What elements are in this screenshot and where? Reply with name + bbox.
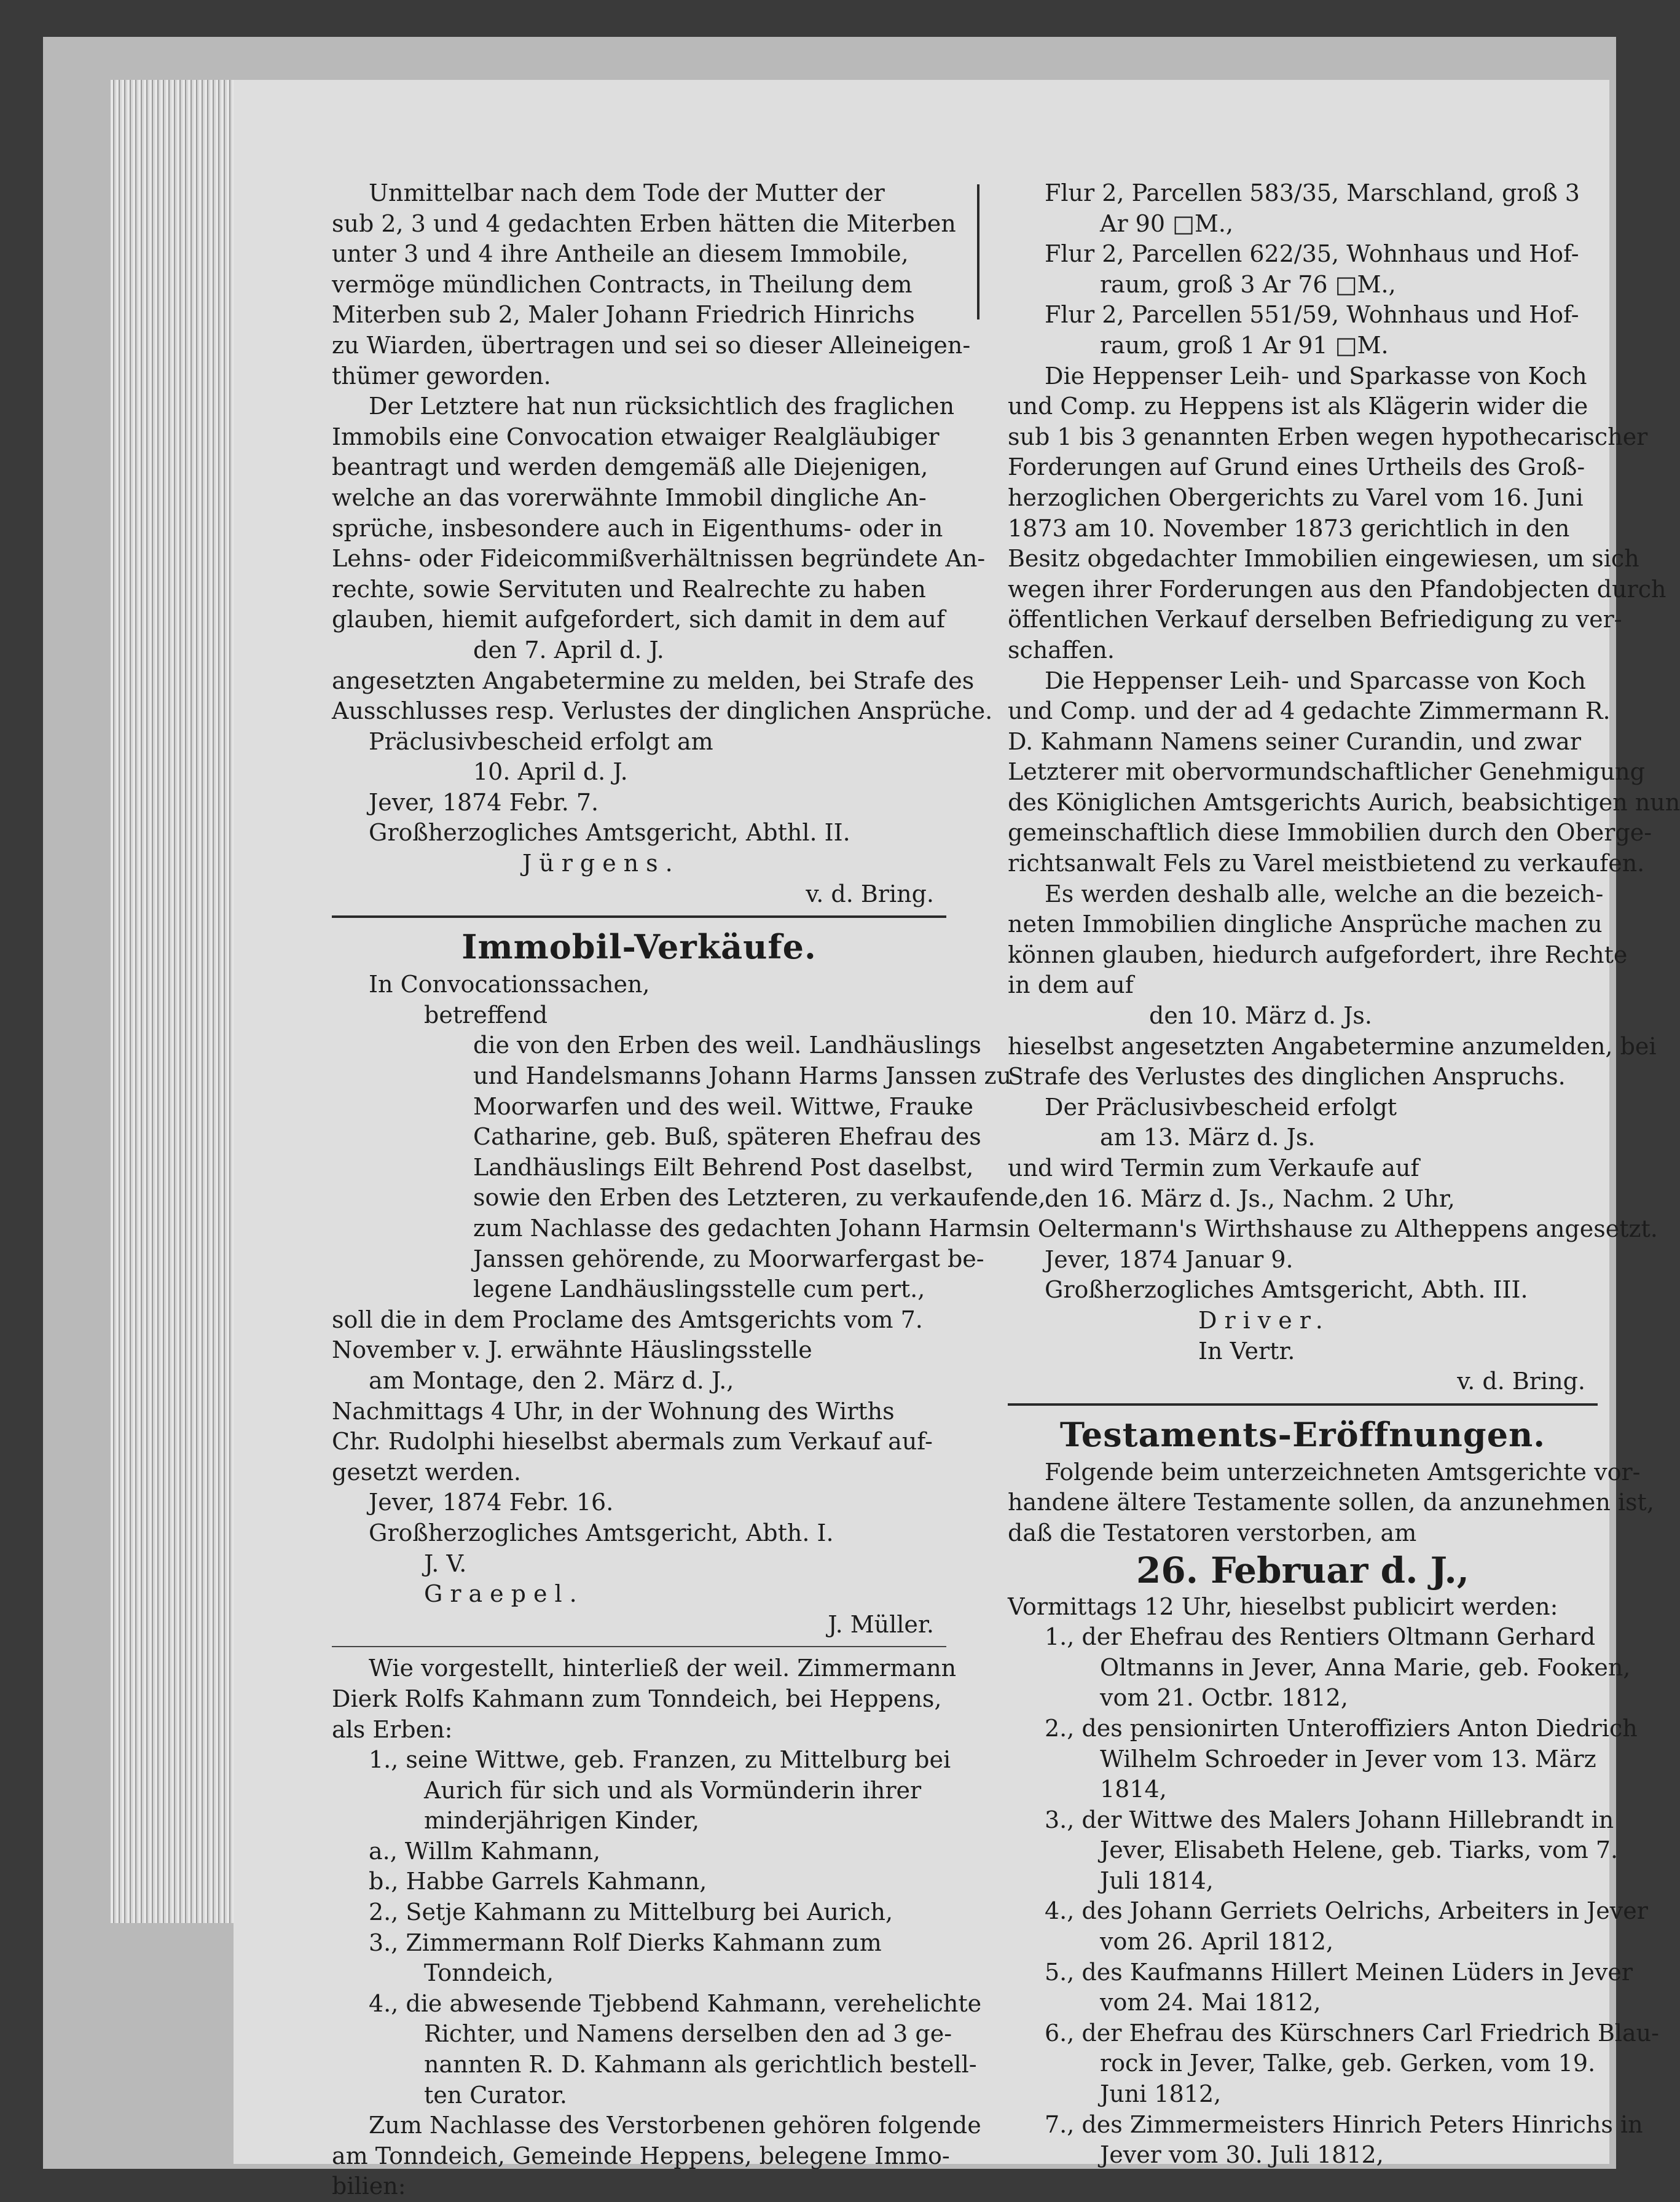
- list-item: 5., des Kaufmanns Hillert Meinen Lüders in Jever: [1045, 1958, 1633, 1986]
- text-line: Moorwarfen und des weil. Wittwe, Frauke: [473, 1092, 973, 1120]
- text-line: raum, groß 3 Ar 76 □M.,: [1100, 270, 1396, 298]
- text-line: gemeinschaftlich diese Immobilien durch den Oberge-: [1008, 819, 1652, 847]
- text-line: nannten R. D. Kahmann als gerichtlich bestell-: [424, 2051, 977, 2079]
- text-line: handene ältere Testamente sollen, da anzunehmen ist,: [1008, 1489, 1654, 1516]
- text-line: rock in Jever, Talke, geb. Gerken, vom 19.: [1100, 2050, 1596, 2077]
- notice-kahmann-heirs: [332, 1653, 982, 2202]
- notice-kahmann-continued: [1008, 178, 1680, 1397]
- text-line: Landhäuslings Eilt Behrend Post daselbst,: [473, 1153, 974, 1181]
- text-line: Oltmanns in Jever, Anna Marie, geb. Fooken,: [1100, 1653, 1631, 1681]
- text-line: Ar 90 □M.,: [1100, 210, 1234, 237]
- text-line: gesetzt werden.: [332, 1458, 521, 1486]
- text-line: Großherzogliches Amtsgericht, Abth. III.: [1045, 1276, 1528, 1304]
- column-divider: [977, 184, 979, 319]
- text-line: öffentlichen Verkauf derselben Befriedigung zu ver-: [1008, 606, 1622, 633]
- text-line: können glauben, hiedurch aufgefordert, ihre Rechte: [1008, 941, 1628, 968]
- section-heading: Testaments-Eröffnungen.: [1059, 1414, 1546, 1454]
- text-line: und Comp. und der ad 4 gedachte Zimmermann R.: [1008, 697, 1611, 725]
- text-line: angesetzten Angabetermine zu melden, bei Strafe des: [332, 667, 975, 694]
- text-line: Strafe des Verlustes des dinglichen Anspruchs.: [1008, 1063, 1566, 1091]
- text-line: Tonndeich,: [424, 1959, 554, 1987]
- text-line: Wilhelm Schroeder in Jever vom 13. März: [1100, 1745, 1596, 1773]
- text-line: Folgende beim unterzeichneten Amtsgerichte vor-: [1045, 1458, 1641, 1486]
- list-item: 3., der Wittwe des Malers Johann Hillebrandt in: [1045, 1806, 1614, 1833]
- notice-immobil-verkauf: [332, 970, 1046, 1640]
- text-line: glauben, hiemit aufgefordert, sich damit in dem auf: [332, 606, 946, 633]
- text-line: in Oeltermann's Wirthshause zu Altheppens angesetzt.: [1008, 1215, 1658, 1243]
- text-line: des Königlichen Amtsgerichts Aurich, beabsichtigen nun: [1008, 788, 1680, 816]
- list-item: 4., des Johann Gerriets Oelrichs, Arbeiters in Jever: [1045, 1897, 1648, 1925]
- text-line: Großherzogliches Amtsgericht, Abth. I.: [369, 1519, 834, 1546]
- text-line: thümer geworden.: [332, 362, 551, 390]
- text-line: sowie den Erben des Letzteren, zu verkaufende,: [473, 1184, 1046, 1212]
- list-item: 2., des pensionirten Unteroffiziers Anton Diedrich: [1045, 1714, 1638, 1742]
- text-line: herzoglichen Obergerichts zu Varel vom 16. Juni: [1008, 484, 1584, 511]
- text-line: Chr. Rudolphi hieselbst abermals zum Verkauf auf-: [332, 1428, 933, 1456]
- text-line: In Convocationssachen,: [369, 971, 650, 998]
- section-rule: [332, 1646, 946, 1647]
- text-line: Jever, Elisabeth Helene, geb. Tiarks, vom 7.: [1100, 1836, 1619, 1864]
- list-item: 2., Setje Kahmann zu Mittelburg bei Aurich,: [369, 1898, 893, 1926]
- text-line: sub 1 bis 3 genannten Erben wegen hypothecarischer: [1008, 423, 1648, 450]
- text-line: 1814,: [1100, 1776, 1167, 1803]
- text-line: sub 2, 3 und 4 gedachten Erben hätten die Miterben: [332, 210, 956, 237]
- text-line: welche an das vorerwähnte Immobil dingliche An-: [332, 484, 927, 511]
- signature-clerk: J. Müller.: [828, 1610, 934, 1638]
- text-line: unter 3 und 4 ihre Antheile an diesem Immobile,: [332, 240, 909, 268]
- list-item: a., Willm Kahmann,: [369, 1837, 601, 1865]
- text-line: Unmittelbar nach dem Tode der Mutter der: [369, 179, 885, 206]
- text-line: neten Immobilien dingliche Ansprüche machen zu: [1008, 911, 1603, 938]
- text-line: ten Curator.: [424, 2081, 567, 2109]
- text-line: D. Kahmann Namens seiner Curandin, und zwar: [1008, 727, 1582, 755]
- text-line: und Handelsmanns Johann Harms Janssen zu: [473, 1062, 1012, 1090]
- text-line: Jever, 1874 Febr. 7.: [369, 788, 599, 816]
- text-line: zu Wiarden, übertragen und sei so dieser Alleineigen-: [332, 331, 971, 359]
- text-line: November v. J. erwähnte Häuslingsstelle: [332, 1336, 812, 1364]
- list-item: 4., die abwesende Tjebbend Kahmann, verehelichte: [369, 1989, 982, 2017]
- text-line: Jever, 1874 Febr. 16.: [369, 1489, 614, 1516]
- text-line: sprüche, insbesondere auch in Eigenthums- oder in: [332, 514, 943, 542]
- text-line: am Tonndeich, Gemeinde Heppens, belegene Immo-: [332, 2142, 950, 2169]
- text-line: Immobils eine Convocation etwaiger Realgläubiger: [332, 423, 940, 450]
- text-line: am 13. März d. Js.: [1100, 1124, 1316, 1151]
- list-item: 1., seine Wittwe, geb. Franzen, zu Mittelburg bei: [369, 1746, 951, 1774]
- text-line: minderjährigen Kinder,: [424, 1807, 700, 1835]
- notice-testamente: [1008, 1457, 1659, 2171]
- text-line: Präclusivbescheid erfolgt am: [369, 727, 713, 755]
- text-line: und Comp. zu Heppens ist als Klägerin wider die: [1008, 393, 1588, 420]
- text-line: Janssen gehörende, zu Moorwarfergast be-: [473, 1245, 984, 1272]
- list-item: 6., der Ehefrau des Kürschners Carl Friedrich Blau-: [1045, 2019, 1659, 2047]
- text-line: Vormittags 12 Uhr, hieselbst publicirt werden:: [1008, 1593, 1558, 1620]
- text-line: Die Heppenser Leih- und Sparcasse von Koch: [1045, 667, 1586, 694]
- text-line: Es werden deshalb alle, welche an die bezeich-: [1045, 880, 1604, 907]
- list-item: 7., des Zimmermeisters Hinrich Peters Hinrichs in: [1045, 2110, 1643, 2138]
- text-line: Catharine, geb. Buß, späteren Ehefrau des: [473, 1123, 981, 1151]
- text-line: die von den Erben des weil. Landhäuslings: [473, 1032, 981, 1059]
- text-line: schaffen.: [1008, 636, 1115, 664]
- list-item: 3., Zimmermann Rolf Dierks Kahmann zum: [369, 1929, 882, 1956]
- text-line: Letzterer mit obervormundschaftlicher Genehmigung: [1008, 758, 1645, 786]
- signature-name: Graepel.: [424, 1580, 584, 1608]
- text-line: Zum Nachlasse des Verstorbenen gehören folgende: [369, 2112, 981, 2139]
- text-line: zum Nachlasse des gedachten Johann Harms: [473, 1215, 1008, 1242]
- book-page-edges: [111, 80, 246, 1923]
- signature-clerk: v. d. Bring.: [1457, 1368, 1585, 1395]
- signature-name: Driver.: [1198, 1306, 1330, 1334]
- text-line: Aurich für sich und als Vormünderin ihrer: [424, 1776, 922, 1804]
- text-line: in dem auf: [1008, 971, 1134, 999]
- text-line: Juli 1814,: [1100, 1867, 1214, 1894]
- text-line: am Montage, den 2. März d. J.,: [369, 1366, 734, 1394]
- text-line: daß die Testatoren verstorben, am: [1008, 1519, 1417, 1546]
- text-line: Forderungen auf Grund eines Urtheils des Groß-: [1008, 453, 1585, 481]
- text-line: Flur 2, Parcellen 551/59, Wohnhaus und Hof-: [1045, 301, 1579, 329]
- text-line: vermöge mündlichen Contracts, in Theilung dem: [332, 270, 913, 298]
- text-line: Richter, und Namens derselben den ad 3 ge-: [424, 2020, 952, 2048]
- right-column: [1008, 178, 1680, 2171]
- text-line: Besitz obgedachter Immobilien eingewiesen, um sich: [1008, 545, 1639, 573]
- text-line: Nachmittags 4 Uhr, in der Wohnung des Wirths: [332, 1397, 895, 1425]
- text-line: hieselbst angesetzten Angabetermine anzumelden, bei: [1008, 1032, 1657, 1060]
- text-line: Flur 2, Parcellen 583/35, Marschland, groß 3: [1045, 179, 1580, 206]
- text-line: Die Heppenser Leih- und Sparkasse von Koch: [1045, 362, 1587, 390]
- text-line: Der Präclusivbescheid erfolgt: [1045, 1093, 1397, 1121]
- text-line: vom 24. Mai 1812,: [1100, 1989, 1321, 2016]
- text-line: 10. April d. J.: [473, 758, 628, 786]
- section-rule: [1008, 1403, 1598, 1406]
- text-line: rechte, sowie Servituten und Realrechte zu haben: [332, 575, 926, 603]
- text-line: 1873 am 10. November 1873 gerichtlich in den: [1008, 514, 1570, 542]
- text-line: Jever vom 30. Juli 1812,: [1100, 2141, 1384, 2169]
- signature-clerk: v. d. Bring.: [806, 880, 934, 907]
- text-line: bilien:: [332, 2173, 406, 2200]
- signature-name: Jürgens.: [522, 850, 680, 877]
- text-line: und wird Termin zum Verkaufe auf: [1008, 1154, 1419, 1181]
- section-heading: Immobil-Verkäufe.: [461, 927, 817, 967]
- text-line: wegen ihrer Forderungen aus den Pfandobjecten durch: [1008, 575, 1666, 603]
- text-line: Miterben sub 2, Maler Johann Friedrich Hinrichs: [332, 301, 915, 329]
- list-item: 1., der Ehefrau des Rentiers Oltmann Gerhard: [1045, 1623, 1596, 1651]
- notice-convocation: [332, 178, 993, 909]
- text-line: den 10. März d. Js.: [1149, 1002, 1373, 1030]
- section-rule: [332, 915, 946, 918]
- text-line: raum, groß 1 Ar 91 □M.: [1100, 331, 1389, 359]
- text-line: J. V.: [424, 1550, 467, 1577]
- text-line: Ausschlusses resp. Verlustes der dinglichen Ansprüche.: [332, 697, 993, 725]
- text-line: Der Letztere hat nun rücksichtlich des fraglichen: [369, 393, 955, 420]
- text-line: vom 21. Octbr. 1812,: [1100, 1684, 1348, 1712]
- text-line: vom 26. April 1812,: [1100, 1928, 1334, 1956]
- text-line: Lehns- oder Fideicommißverhältnissen begründete An-: [332, 545, 986, 573]
- text-line: Flur 2, Parcellen 622/35, Wohnhaus und Hof-: [1045, 240, 1579, 268]
- text-line: In Vertr.: [1198, 1337, 1295, 1365]
- text-line: richtsanwalt Fels zu Varel meistbietend zu verkaufen.: [1008, 850, 1645, 877]
- text-line: legene Landhäuslingsstelle cum pert.,: [473, 1275, 925, 1303]
- text-line: Juni 1812,: [1100, 2080, 1222, 2108]
- text-line: den 7. April d. J.: [473, 636, 664, 664]
- publication-date: 26. Februar d. J.,: [1136, 1549, 1469, 1591]
- text-line: den 16. März d. Js., Nachm. 2 Uhr,: [1045, 1185, 1455, 1212]
- text-line: Jever, 1874 Januar 9.: [1045, 1245, 1293, 1273]
- left-column: [332, 178, 1046, 2202]
- text-line: soll die in dem Proclame des Amtsgerichts vom 7.: [332, 1306, 923, 1333]
- text-line: Großherzogliches Amtsgericht, Abthl. II.: [369, 819, 850, 847]
- text-line: betreffend: [424, 1001, 548, 1029]
- list-item: b., Habbe Garrels Kahmann,: [369, 1868, 707, 1895]
- text-line: als Erben:: [332, 1715, 453, 1743]
- text-line: Wie vorgestellt, hinterließ der weil. Zimmermann: [369, 1655, 957, 1682]
- text-line: Dierk Rolfs Kahmann zum Tonndeich, bei Heppens,: [332, 1685, 942, 1712]
- text-line: beantragt und werden demgemäß alle Diejenigen,: [332, 453, 928, 481]
